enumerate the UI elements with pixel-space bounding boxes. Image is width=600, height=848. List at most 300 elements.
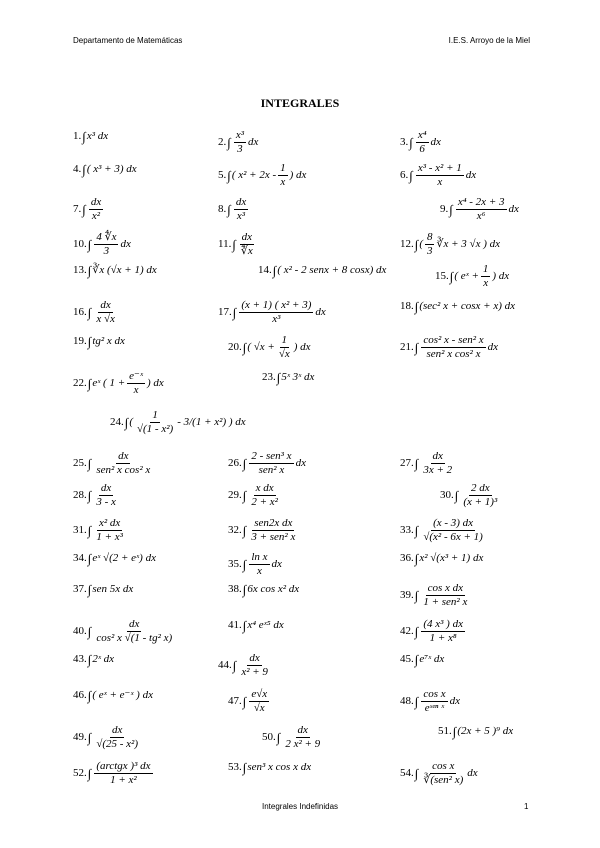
integral-expression (277, 371, 315, 384)
numerator: dx (118, 450, 129, 462)
fraction (421, 689, 447, 714)
denominator: √(x² - 6x + 1) (423, 531, 483, 543)
integral-sign-icon: ∫ (87, 456, 92, 471)
integral-expression (277, 725, 324, 750)
exercise-number: 39. (400, 589, 414, 601)
exercise-51 (438, 725, 513, 738)
integral-sign-icon: ∫ (87, 376, 92, 391)
denominator: 3 (426, 245, 433, 257)
denominator: x³ (236, 210, 246, 222)
denominator: sen² x cos² x (96, 464, 151, 476)
integral-sign-icon: ∫ (232, 237, 236, 252)
exercise-25 (73, 451, 154, 476)
exercise-number: 13. (73, 264, 87, 276)
exercise-number: 2. (218, 136, 227, 148)
exercise-number: 6. (400, 169, 409, 181)
exercise-22 (73, 371, 164, 396)
integral-sign-icon: ∫ (242, 340, 247, 355)
exercise-number: 16. (73, 306, 87, 318)
numerator: cos² x - sen² x (423, 334, 484, 346)
integral-sign-icon: ∫ (414, 523, 419, 538)
denominator: x (483, 277, 489, 289)
integral-sign-icon: ∫ (87, 730, 92, 745)
exercise-number: 21. (400, 341, 414, 353)
denominator: x² (91, 210, 101, 222)
expression-prefix: ( x² + 2x - (231, 169, 277, 181)
integral-expression (415, 552, 484, 565)
integral-sign-icon: ∫ (87, 766, 92, 781)
numerator: 2 dx (470, 482, 490, 494)
exercise-number: 53. (228, 761, 242, 773)
exercise-27 (400, 451, 456, 476)
integral-sign-icon: ∫ (449, 202, 453, 217)
fraction (239, 653, 270, 678)
expression-text: ( eˣ + e⁻ˣ ) dx (92, 689, 153, 701)
numerator: x³ - x² + 1 (417, 162, 462, 174)
exercise-50 (262, 725, 324, 750)
expression-text: dx (467, 767, 478, 779)
expression-prefix: ( (419, 238, 423, 250)
integral-expression (88, 761, 155, 786)
denominator: 6 (419, 143, 425, 155)
integral-sign-icon: ∫ (232, 658, 237, 673)
integral-sign-icon: ∫ (414, 588, 419, 603)
exercise-23 (262, 371, 314, 384)
exercise-number: 38. (228, 583, 242, 595)
denominator: eˢᵉⁿ ˣ (424, 702, 445, 714)
exercise-20 (228, 335, 311, 360)
header-school: I.E.S. Arroyo de la Miel (448, 36, 530, 45)
integral-expression (243, 583, 299, 596)
exercise-43 (73, 653, 114, 666)
exercise-number: 19. (73, 335, 87, 347)
numerator: 1 (152, 409, 158, 421)
integral-sign-icon: ∫ (242, 456, 247, 471)
exercise-53 (228, 761, 311, 774)
exercise-34 (73, 552, 156, 565)
integral-sign-icon: ∫ (227, 202, 231, 217)
integral-expression (88, 451, 155, 476)
fraction (94, 619, 174, 644)
integral-expression (88, 232, 131, 257)
integral-expression (415, 232, 500, 257)
exercise-number: 46. (73, 689, 87, 701)
expression-text: 6x cos x² dx (247, 583, 300, 595)
denominator: (x + 1)³ (463, 496, 498, 508)
integral-sign-icon: ∫ (82, 129, 86, 144)
exercise-number: 42. (400, 625, 414, 637)
numerator: (4 x³ ) dx (423, 618, 463, 630)
expression-text: ∛x (√x + 1) dx (92, 264, 157, 276)
fraction (421, 518, 485, 543)
denominator: cos² x √(1 - tg² x) (96, 632, 173, 644)
numerator: 4 ∜x (96, 231, 117, 243)
numerator: x³ (235, 129, 244, 141)
denominator: 2 + x² (251, 496, 278, 508)
numerator: (x - 3) dx (433, 517, 474, 529)
expression-prefix: ( (129, 416, 133, 428)
integral-sign-icon: ∫ (87, 305, 92, 320)
exercise-16 (73, 300, 119, 325)
integral-sign-icon: ∫ (87, 582, 92, 597)
integral-sign-icon: ∫ (454, 488, 459, 503)
fraction (94, 518, 125, 543)
numerator: e√x (251, 688, 268, 700)
fraction (421, 335, 485, 360)
integral-sign-icon: ∫ (82, 162, 86, 177)
integral-expression (232, 232, 256, 257)
integral-expression (88, 583, 134, 596)
exercise-number: 24. (110, 416, 124, 428)
footer-title: Integrales Indefinidas (262, 802, 339, 811)
integral-sign-icon: ∫ (87, 652, 92, 667)
numerator: dx (249, 652, 260, 664)
fraction (249, 483, 280, 508)
fraction (135, 410, 175, 435)
expression-prefix: ( √x + (247, 341, 275, 353)
integral-expression (227, 130, 258, 155)
exercise-47 (228, 689, 271, 714)
integral-expression (227, 163, 306, 188)
exercise-number: 45. (400, 653, 414, 665)
expression-text: dx (271, 558, 282, 570)
exercise-5 (218, 163, 306, 188)
expression-text: (2x + 5 )⁹ dx (457, 725, 514, 737)
integral-sign-icon: ∫ (242, 523, 247, 538)
integral-expression (450, 264, 509, 289)
numerator: (arctgx )³ dx (96, 760, 151, 772)
exercise-12 (400, 232, 500, 257)
exercise-number: 32. (228, 524, 242, 536)
exercise-number: 47. (228, 695, 242, 707)
exercise-number: 54. (400, 767, 414, 779)
exercise-number: 3. (400, 136, 409, 148)
numerator: ln x (251, 551, 268, 563)
fraction (416, 163, 464, 188)
expression-text: dx (120, 238, 131, 250)
exercise-number: 1. (73, 130, 82, 142)
exercise-number: 12. (400, 238, 414, 250)
denominator: 1 + x³ (96, 531, 123, 543)
page-number: 1 (524, 802, 529, 811)
integral-sign-icon: ∫ (242, 582, 247, 597)
fraction (421, 451, 454, 476)
integral-sign-icon: ∫ (452, 724, 457, 739)
fraction (421, 583, 469, 608)
integral-sign-icon: ∫ (276, 370, 281, 385)
denominator: x (437, 176, 443, 188)
integral-expression (415, 518, 487, 543)
exercise-48 (400, 689, 460, 714)
denominator: √x (253, 702, 265, 714)
denominator: √x (278, 348, 290, 360)
exercise-number: 29. (228, 489, 242, 501)
numerator: cos x (423, 688, 446, 700)
exercise-44 (218, 653, 272, 678)
exercise-number: 44. (218, 659, 232, 671)
fraction (239, 232, 255, 257)
expression-text: ( x² - 2 senx + 8 cosx) dx (277, 264, 387, 276)
fraction (94, 725, 140, 750)
numerator: dx (235, 196, 247, 208)
integral-expression (243, 451, 306, 476)
numerator: e⁻ˣ (129, 370, 143, 382)
expression-text: ) dx (293, 341, 311, 353)
exercise-36 (400, 552, 483, 565)
exercise-33 (400, 518, 487, 543)
exercise-9 (440, 197, 519, 222)
expression-text: dx (487, 341, 499, 353)
integral-expression (453, 725, 513, 738)
fraction (234, 130, 246, 155)
integral-sign-icon: ∫ (414, 624, 419, 639)
numerator: (x + 1) ( x² + 3) (241, 299, 312, 311)
integral-expression (243, 335, 311, 360)
fraction (94, 232, 118, 257)
exercise-40 (73, 619, 176, 644)
exercise-number: 20. (228, 341, 242, 353)
exercise-number: 41. (228, 619, 242, 631)
exercise-7 (73, 197, 105, 222)
integral-sign-icon: ∫ (414, 237, 419, 252)
integral-expression (88, 300, 119, 325)
fraction (94, 761, 152, 786)
exercise-number: 23. (262, 371, 276, 383)
exercise-number: 11. (218, 238, 232, 250)
expression-text: 5ˣ 3ˣ dx (281, 371, 315, 383)
exercise-number: 8. (218, 203, 227, 215)
denominator: x (256, 565, 262, 577)
integral-sign-icon: ∫ (276, 730, 281, 745)
integral-expression (243, 761, 311, 774)
integral-expression (88, 653, 114, 666)
numerator: dx (111, 724, 123, 736)
integral-expression (415, 451, 456, 476)
exercise-number: 43. (73, 653, 87, 665)
integral-expression (82, 163, 136, 176)
denominator: 1 + x² (110, 774, 137, 786)
denominator: 1 + x⁸ (429, 632, 457, 644)
expression-text: ) dx (289, 169, 307, 181)
exercise-13 (73, 264, 157, 277)
numerator: cos x (432, 760, 455, 772)
exercise-8 (218, 197, 250, 222)
denominator: 3 (237, 143, 243, 155)
denominator: sen² x (258, 464, 285, 476)
exercise-14 (258, 264, 386, 277)
fraction (421, 761, 465, 786)
expression-text: sen³ x cos x dx (247, 761, 312, 773)
expression-text: ) dx (146, 377, 164, 389)
expression-text: dx (295, 457, 306, 469)
integral-expression (227, 197, 250, 222)
denominator: 3 + sen² x (251, 531, 296, 543)
exercise-number: 10. (73, 238, 87, 250)
integral-sign-icon: ∫ (242, 488, 247, 503)
exercise-21 (400, 335, 498, 360)
fraction (283, 725, 322, 750)
exercise-number: 22. (73, 377, 87, 389)
integral-sign-icon: ∫ (449, 269, 454, 284)
exercise-number: 26. (228, 457, 242, 469)
expression-prefix: eˣ ( 1 + (92, 377, 126, 389)
fraction (416, 130, 429, 155)
expression-text: dx (248, 136, 259, 148)
denominator: ∛(sen² x) (423, 774, 464, 786)
integral-expression (415, 335, 498, 360)
denominator: 3 - x (96, 496, 116, 508)
expression-text: dx (449, 695, 460, 707)
integral-expression (233, 653, 272, 678)
denominator: x √x (96, 313, 115, 325)
integral-expression (82, 130, 108, 143)
integral-sign-icon: ∫ (272, 263, 277, 278)
exercise-number: 14. (258, 264, 272, 276)
exercise-number: 48. (400, 695, 414, 707)
exercise-18 (400, 300, 515, 313)
exercise-52 (73, 761, 155, 786)
expression-text: (sec² x + cosx + x) dx (419, 300, 516, 312)
integral-sign-icon: ∫ (87, 523, 92, 538)
numerator: x⁴ - 2x + 3 (457, 196, 505, 208)
fraction (94, 483, 118, 508)
denominator: √(25 - x²) (96, 738, 139, 750)
integral-expression (88, 725, 142, 750)
integral-expression (125, 410, 246, 435)
numerator: 1 (280, 162, 286, 174)
fraction (94, 451, 152, 476)
numerator: dx (297, 724, 308, 736)
denominator: ∜x (240, 245, 253, 257)
integral-expression (415, 300, 515, 313)
exercise-number: 52. (73, 767, 87, 779)
numerator: sen2x dx (254, 517, 293, 529)
integral-expression (415, 653, 445, 666)
exercise-number: 28. (73, 489, 87, 501)
integral-sign-icon: ∫ (87, 488, 92, 503)
exercise-number: 9. (440, 203, 449, 215)
integral-sign-icon: ∫ (414, 694, 419, 709)
integral-expression (415, 619, 467, 644)
expression-prefix: ( eˣ + (454, 270, 479, 282)
numerator: 8 (426, 231, 433, 243)
exercise-11 (218, 232, 257, 257)
integral-sign-icon: ∫ (414, 652, 419, 667)
exercise-32 (228, 518, 299, 543)
integral-expression (88, 335, 125, 348)
integral-expression (88, 619, 176, 644)
integral-sign-icon: ∫ (242, 760, 247, 775)
exercise-number: 7. (73, 203, 82, 215)
numerator: 2 - sen³ x (251, 450, 292, 462)
integral-expression (415, 689, 460, 714)
denominator: 3 (103, 245, 110, 257)
expression-text: x² √(x³ + 1) dx (419, 552, 484, 564)
exercise-number: 27. (400, 457, 414, 469)
expression-text: x⁴ eˣ⁵ dx (247, 619, 284, 631)
numerator: cos x dx (427, 582, 464, 594)
exercise-46 (73, 689, 153, 702)
exercise-30 (440, 483, 501, 508)
integral-expression (243, 518, 300, 543)
integral-sign-icon: ∫ (414, 766, 419, 781)
integral-sign-icon: ∫ (232, 305, 237, 320)
numerator: dx (100, 299, 111, 311)
integral-sign-icon: ∫ (124, 415, 129, 430)
exercise-35 (228, 552, 282, 577)
integral-expression (243, 689, 271, 714)
denominator: √(1 - x²) (136, 423, 174, 435)
exercise-31 (73, 518, 127, 543)
denominator: 1 + sen² x (423, 596, 468, 608)
expression-text: - 3/(1 + x²) ) dx (177, 416, 246, 428)
fraction (249, 689, 269, 714)
integral-sign-icon: ∫ (87, 263, 92, 278)
integral-sign-icon: ∫ (82, 202, 86, 217)
exercise-38 (228, 583, 299, 596)
exercise-4 (73, 163, 137, 176)
integral-sign-icon: ∫ (414, 299, 419, 314)
exercise-45 (400, 653, 444, 666)
exercise-2 (218, 130, 258, 155)
expression-text: ∛x + 3 √x ) dx (436, 238, 501, 250)
exercise-number: 18. (400, 300, 414, 312)
fraction (277, 335, 292, 360)
integral-expression (82, 197, 105, 222)
denominator: x (280, 176, 286, 188)
fraction (239, 300, 313, 325)
integral-sign-icon: ∫ (87, 624, 92, 639)
exercise-17 (218, 300, 326, 325)
exercise-37 (73, 583, 133, 596)
integral-sign-icon: ∫ (242, 618, 247, 633)
integral-sign-icon: ∫ (87, 688, 92, 703)
exercise-24 (110, 410, 246, 435)
exercise-number: 4. (73, 163, 82, 175)
integral-expression (273, 264, 387, 277)
exercise-number: 37. (73, 583, 87, 595)
exercise-1 (73, 130, 108, 143)
integral-expression (243, 483, 282, 508)
exercise-10 (73, 232, 131, 257)
fraction (89, 197, 103, 222)
integral-expression (233, 300, 326, 325)
numerator: dx (100, 482, 112, 494)
exercise-number: 25. (73, 457, 87, 469)
fraction (249, 451, 293, 476)
numerator: dx (129, 618, 140, 630)
exercise-26 (228, 451, 306, 476)
fraction (278, 163, 288, 188)
denominator: x³ (272, 313, 281, 325)
exercise-number: 36. (400, 552, 414, 564)
numerator: x dx (255, 482, 274, 494)
integral-sign-icon: ∫ (414, 551, 419, 566)
integral-sign-icon: ∫ (87, 237, 92, 252)
expression-text: x³ dx (86, 130, 109, 142)
exercise-41 (228, 619, 284, 632)
expression-text: ( x³ + 3) dx (86, 163, 137, 175)
exercise-15 (435, 264, 509, 289)
header-department: Departamento de Matemáticas (73, 36, 183, 45)
denominator: 2 x² + 9 (285, 738, 321, 750)
integral-sign-icon: ∫ (227, 135, 231, 150)
integral-expression (243, 552, 282, 577)
exercise-number: 31. (73, 524, 87, 536)
numerator: 1 (482, 263, 489, 275)
expression-text: tg² x dx (92, 335, 125, 347)
expression-text: sen 5x dx (92, 583, 134, 595)
